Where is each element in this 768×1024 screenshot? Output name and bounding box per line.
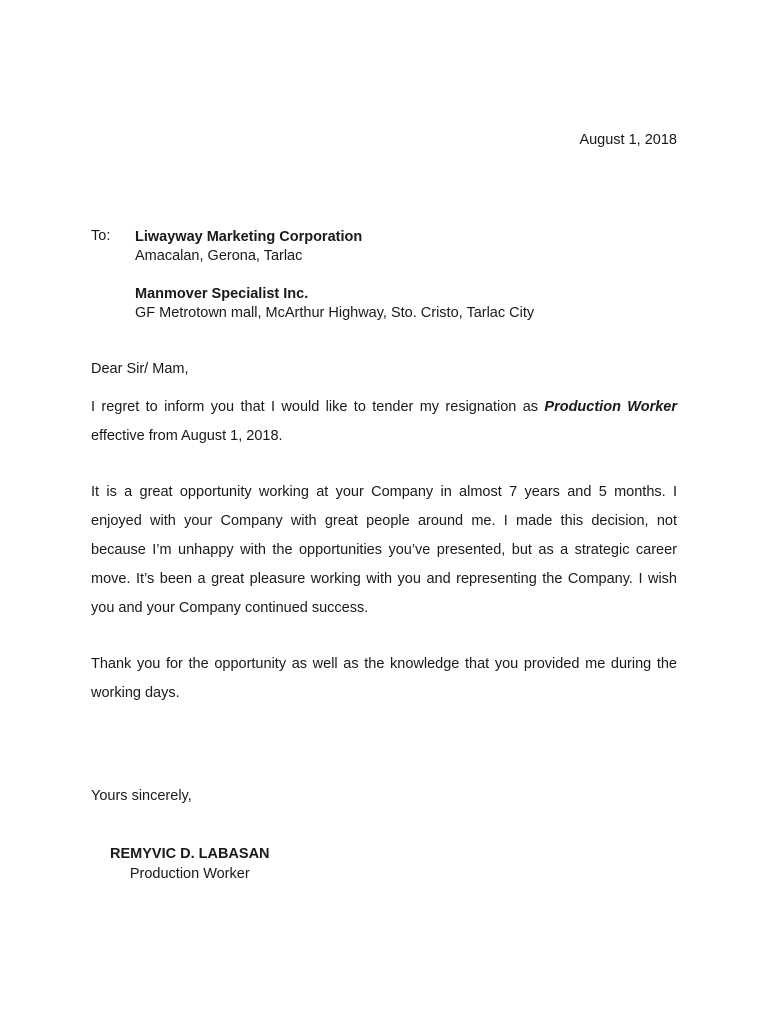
closing: Yours sincerely, <box>91 788 192 804</box>
recipient-name: Liwayway Marketing Corporation <box>135 229 363 245</box>
recipient-address: GF Metrotown mall, McArthur Highway, Sto. Cristo, Tarlac City <box>135 305 535 321</box>
recipient-name: Manmover Specialist Inc. <box>135 286 309 302</box>
salutation: Dear Sir/ Mam, <box>91 361 189 377</box>
paragraph-thanks: Thank you for the opportunity as well as the knowledge that you provided me during the working days. <box>91 656 677 701</box>
paragraph-text: effective from August 1, 2018. <box>91 428 283 444</box>
letter-date: August 1, 2018 <box>579 132 677 148</box>
job-position: Production Worker <box>544 399 677 415</box>
paragraph-resignation <box>91 393 677 451</box>
signature-block <box>110 845 270 884</box>
paragraph-gratitude: It is a great opportunity working at your Company in almost 7 years and 5 months. I enjoyed with your Company with great people around me. I made this decision, not because I’m unhappy with the opportunities you’ve presented, but as a strategic career move. It’s been a great pleasure working with you and representing the Company. I wish you and your Company continued success. <box>91 484 677 616</box>
signatory-title: Production Worker <box>129 866 250 882</box>
paragraph-text: I regret to inform you that I would like to tender my resignation as <box>91 399 545 415</box>
to-label: To: <box>91 228 111 244</box>
recipient-list <box>135 228 695 323</box>
recipient-address: Amacalan, Gerona, Tarlac <box>135 248 303 264</box>
signatory-name: REMYVIC D. LABASAN <box>110 846 270 862</box>
